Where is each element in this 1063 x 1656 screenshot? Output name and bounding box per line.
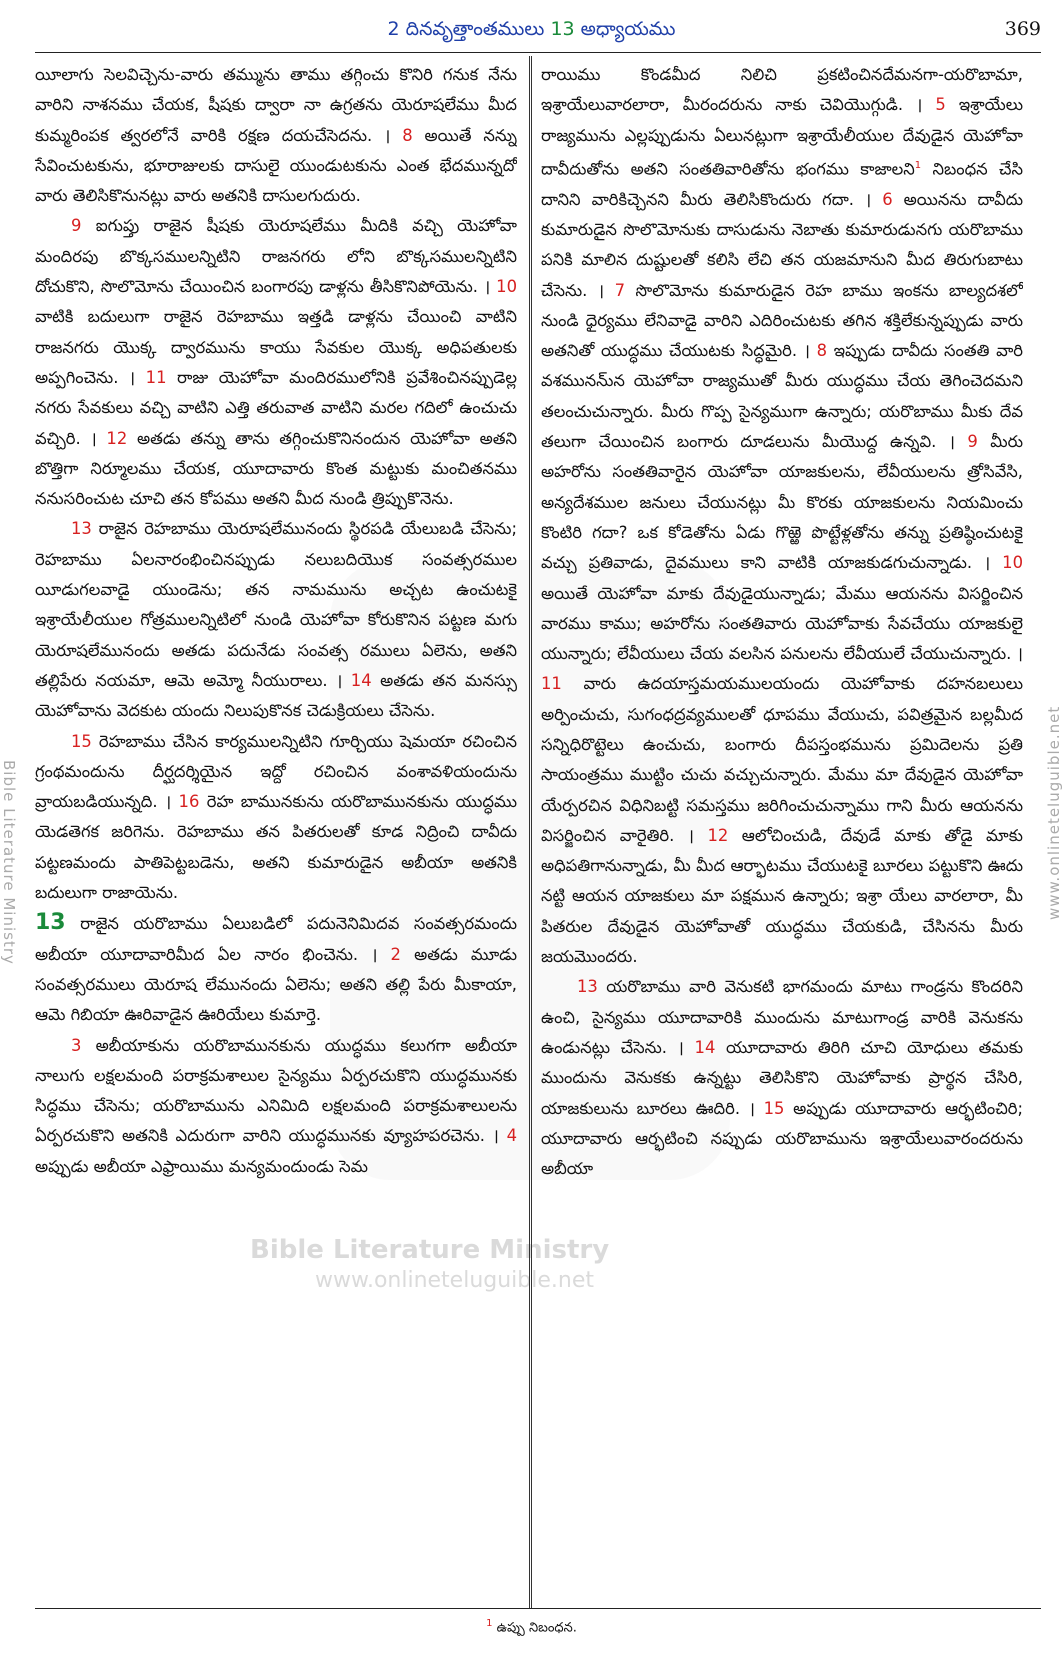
verse-text: రాజు యెహోవా మందిరములోనికి ప్రవేశించినప్పుడెల్ల నగరు సేవకులు వచ్చి వాటిని ఎత్తి తరువాత వాటిని మరల గదిలో ఉంచుచు వచ్చిరి. । <box>35 367 517 448</box>
footnote-text: ఉప్పు నిబంధన. <box>496 1620 577 1636</box>
verse-text: అప్పుడు యూదావారు ఆర్భటించిరి; యూదావారు ఆర్భటించి నప్పుడు యరొబామును ఇశ్రాయేలువారందరును అబీయా <box>541 1098 1023 1179</box>
column-divider <box>529 56 532 1608</box>
verse-text: రాజైన రెహబాము యెరూషలేమునందు స్థిరపడి యేలుబడి చేసెను; రెహబాము ఏలనారంభించినప్పుడు నలుబదియొక సంవత్సరముల యీడుగలవాడై యుండెను; తన నామమును అచ్చట ఉంచుటకై ఇశ్రాయేలీయుల గోత్రములన్నిటిలో నుండి యెహోవా కోరుకొనిన పట్టణ మగు యెరూషలేమునందు అతడు పదునేడు సంవత్స రములు ఏలెను, అతని తల్లిపేరు నయమా, ఆమె అమ్మో నీయురాలు. । <box>35 519 517 690</box>
verse-text: మీరు అహరోను సంతతివారైన యెహోవా యాజకులను, లేవీయులను త్రోసివేసి, అన్యదేశముల జనులు చేయునట్లు మీ కొరకు యాజకులను నియమించు కొంటిరి గదా? ఒక కోడెతోను ఏడు గొఱ్ఱె పొట్టేళ్లతోను తన్ను ప్రతిష్ఠించుటకై వచ్చు ప్రతివాడు, దైవములు కాని వాటికి యాజకుడగుచున్నాడు. । <box>541 432 1023 573</box>
verse-number: 4 <box>506 1126 517 1146</box>
verse-text: యీలాగు సెలవిచ్చెను-వారు తమ్మును తాము తగ్గించు కొనిరి గనుక నేను వారిని నాశనము చేయక, షీషకు ద్వారా నా ఉగ్రతను యెరూషలేము మీద కుమ్మరింపక త్వరలోనే వారికి రక్షణ దయచేసెదను. । <box>35 65 517 145</box>
verse-text: రాజైన యరొబాము ఏలుబడిలో పదునెనిమిదవ సంవత్సరమందు అబీయా యూదావారిమీద ఏల నారం భించెను. । <box>35 914 517 964</box>
chapter-start-number: 13 <box>35 910 66 936</box>
verse-number: 9 <box>967 432 978 452</box>
watermark-left: Bible Literature Ministry <box>0 760 18 965</box>
verse-text: నిబంధన చేసి దానిని వారికిచ్చెనని మీరు తెలిసికొందురు గదా. । <box>541 159 1023 209</box>
verse-number: 14 <box>350 670 372 690</box>
verse-number: 14 <box>694 1037 716 1057</box>
paragraph <box>35 908 517 1030</box>
paragraph <box>35 514 517 726</box>
verse-number: 15 <box>71 731 92 751</box>
verse-number: 10 <box>1002 553 1023 573</box>
verse-text: అబీయాకును యరొబామునకును యుద్ధము కలుగగా అబీయా నాలుగు లక్షలమంది పరాక్రమశాలుల సైన్యము ఏర్పరచుకొని యుద్ధమునకు సిద్ధము చేసెను; యరొబామును ఎనిమిది లక్షలమంది పరాక్రమశాలులను ఏర్పరచుకొని అతనికి ఎదురుగా వారిని యుద్ధమునకు వ్యూహపరచెను. । <box>35 1035 517 1146</box>
footnote-rule <box>35 1608 1041 1609</box>
left-text-column <box>35 60 517 1605</box>
footnote-mark: 1 <box>486 1618 493 1629</box>
paragraph <box>35 1031 517 1182</box>
verse-text: రాయిము కొండమీద నిలిచి ప్రకటించినదేమనగా-యరొబామా, ఇశ్రాయేలువారలారా, మీరందరును నాకు చెవియొగ్గుడి. । <box>541 65 1023 115</box>
verse-text: రెహ బామునకును యరొబామునకును యుద్ధము యెడతెగక జరిగెను. రెహబాము తన పితరులతో కూడ నిద్రించి దావీదు పట్టణమందు పాతిపెట్టబడెను, అతని కుమారుడైన అబీయా అతనికి బదులుగా రాజాయెను. <box>35 792 517 903</box>
verse-number: 12 <box>707 825 729 845</box>
verse-number: 7 <box>614 280 626 300</box>
page-header <box>0 18 1063 48</box>
verse-number: 9 <box>71 216 82 236</box>
verse-number: 5 <box>935 95 946 115</box>
verse-number: 16 <box>178 792 200 812</box>
verse-text: అయినను దావీదు కుమారుడైన సొలొమోనుకు దాసుడును నెబాతు కుమారుడునగు యరొబాము పనికి మాలిన దుష్టులతో కలిసి లేచి తన యజమానుని మీద తిరుగుబాటు చేసెను. । <box>541 189 1023 300</box>
verse-number: 3 <box>71 1035 82 1055</box>
verse-text: వాటికి బదులుగా రాజైన రెహబాము ఇత్తడి డాళ్లను చేయించి వాటిని రాజనగరు యొక్క ద్వారమును కాయు సేవకుల యొక్క అధిపతులకు అప్పగించెను. । <box>35 307 517 387</box>
verse-number: 6 <box>882 189 893 209</box>
verse-text: యరొబాము వారి వెనుకటి భాగమందు మాటు గాండ్రను కొందరిని ఉంచి, సైన్యము యూదావారికి ముందును మాటుగాండ్ర వారికి వెనుకను ఉండునట్లు చేసెను. । <box>541 977 1023 1057</box>
paragraph <box>541 972 1023 1184</box>
verse-text: సొలొమోను కుమారుడైన రెహ బాము ఇంకను బాల్యదశలో నుండి ధైర్యము లేనివాడై వారిని ఎదిరించుటకు తగిన శక్తిలేకున్నప్పుడు వారు అతనితో యుద్ధము చేయుటకు సిద్ధమైరి. । <box>541 280 1023 361</box>
verse-text: ఇప్పుడు దావీదు సంతతి వారి వశమునను్న యెహోవా రాజ్యముతో మీరు యుద్ధము చేయ తెగించెదమని తలంచుచున్నారు. మీరు గొప్ప సైన్యముగా ఉన్నారు; యరొబాము మీకు దేవ తలుగా చేయించిన బంగారు దూడలును మీయొద్ద ఉన్నవి. । <box>541 341 1023 452</box>
verse-text: రెహబాము చేసిన కార్యములన్నిటిని గూర్చియు షెమయా రచించిన గ్రంథమందును దీర్ఘదర్శియైన ఇద్దో రచించిన వంశావళియందును వ్రాయబడియున్నది. । <box>35 731 517 812</box>
verse-number: 8 <box>816 341 828 361</box>
verse-number: 10 <box>496 277 517 297</box>
running-title <box>0 18 1063 45</box>
watermark-center-url: www.onlineteluguible.net <box>315 1268 595 1293</box>
verse-number: 2 <box>390 944 401 964</box>
watermark-center-text: Bible Literature Ministry <box>250 1235 610 1265</box>
verse-text: అతడు మూడు సంవత్సరములు యెరూష లేమునందు ఏలెను; అతని తల్లి పేరు మీకాయా, ఆమె గిబియా ఊరివాడైన ఊరియేలు కుమార్తె. <box>35 944 517 1025</box>
chapter-number: 13 <box>550 18 575 40</box>
verse-number: 12 <box>106 428 128 448</box>
watermark-right: www.onlineteluguible.net <box>1045 705 1063 920</box>
verse-text: ఆలోచించుడి, దేవుడే మాకు తోడై మాకు అధిపతిగానున్నాడు, మీ మీద ఆర్భాటము చేయుటకై బూరలు పట్టుకొని ఊదు నట్టి ఆయన యాజకులు మా పక్షమున ఉన్నారు; ఇశ్రా యేలు వారలారా, మీ పితరుల దేవుడైన యెహోవాతో యుద్ధము చేయకుడి, చేసినను మీరు జయమొందరు. <box>541 825 1023 967</box>
verse-text: ఐగుప్తు రాజైన షీషకు యెరూషలేము మీదికి వచ్చి యెహోవా మందిరపు బొక్కసములన్నిటిని రాజనగరు లోని బొక్కసములన్నిటిని దోచుకొని, సొలొమోను చేయించిన బంగారపు డాళ్లను తీసికొనిపోయెను. । <box>35 216 517 297</box>
verse-text: అప్పుడు అబీయా ఎఫ్రాయిము మన్యమందుండు సెమ <box>35 1156 368 1176</box>
paragraph <box>35 211 517 514</box>
verse-number: 8 <box>402 125 413 145</box>
verse-text: అతడు తన మనస్సు యెహోవాను వెదకుట యందు నిలుపుకొనక చెడుక్రియలు చేసెను. <box>35 670 517 721</box>
chapter-word: అధ్యాయము <box>580 18 676 40</box>
verse-number: 13 <box>71 519 92 539</box>
right-text-column <box>541 60 1023 1605</box>
header-rule <box>35 52 1041 53</box>
verse-number: 11 <box>145 367 167 387</box>
book-name: 2 దినవృత్తాంతములు <box>387 18 545 40</box>
verse-number: 13 <box>577 977 598 997</box>
verse-text: ఇశ్రాయేలు రాజ్యమును ఎల్లప్పుడును ఏలునట్లుగా ఇశ్రాయేలీయుల దేవుడైన యెహోవా దావీదుతోను అతని సంతతివారితోను భంగము కాజాలని <box>541 95 1023 179</box>
paragraph <box>541 60 1023 972</box>
verse-text: అతడు తన్ను తాను తగ్గించుకొనినందున యెహోవా అతని బొత్తిగా నిర్మూలము చేయక, యూదావారు కొంత మట్టుకు మంచితనము ననుసరించుట చూచి తన కోపము అతని మీద నుండి త్రిప్పుకొనెను. <box>35 428 517 509</box>
verse-text: అయితే యెహోవా మాకు దేవుడైయున్నాడు; మేము ఆయనను విసర్జించిన వారము కాము; అహరోను సంతతివారు యెహోవాకు సేవచేయు యాజకులై యున్నారు; లేవీయులు చేయ వలసిన పనులను లేవీయులే చేయుచున్నారు. । <box>541 583 1023 664</box>
page-number: 369 <box>1004 18 1041 40</box>
verse-text: అయితే నన్ను సేవించుటకును, భూరాజులకు దాసులై యుండుటకును ఎంత భేదమున్నదో వారు తెలిసికొనునట్లు వారు అతనికి దాసులగుదురు. <box>35 125 517 206</box>
verse-number: 15 <box>763 1098 785 1118</box>
verse-text: వారు ఉదయాస్తమయములయందు యెహోవాకు దహనబలులు అర్పించుచు, సుగంధద్రవ్యములతో ధూపము వేయుచు, పవిత్రమైన బల్లమీద సన్నిధిరొట్టెలు ఉంచుచు, బంగారు దీపస్తంభమును ప్రమిదెలను ప్రతి సాయంత్రము ముట్టిం చుచు వచ్చుచున్నారు. మేము మా దేవుడైన యెహోవా యేర్పరచిన విధినిబట్టి సమస్తము జరిగించుచున్నాము గాని మీరు ఆయనను విసర్జించిన వారైతిరి. । <box>541 674 1023 845</box>
footnote <box>0 1618 1063 1638</box>
footnote-reference[interactable]: 1 <box>914 159 922 171</box>
verse-number: 11 <box>541 674 562 694</box>
paragraph <box>35 727 517 909</box>
verse-text: యూదావారు తిరిగి చూచి యోధులు తమకు ముందును వెనుకకు ఉన్నట్టు తెలిసికొని యెహోవాకు ప్రార్థన చేసిరి, యాజకులును బూరలు ఊదిరి. । <box>541 1037 1023 1118</box>
paragraph <box>35 60 517 211</box>
